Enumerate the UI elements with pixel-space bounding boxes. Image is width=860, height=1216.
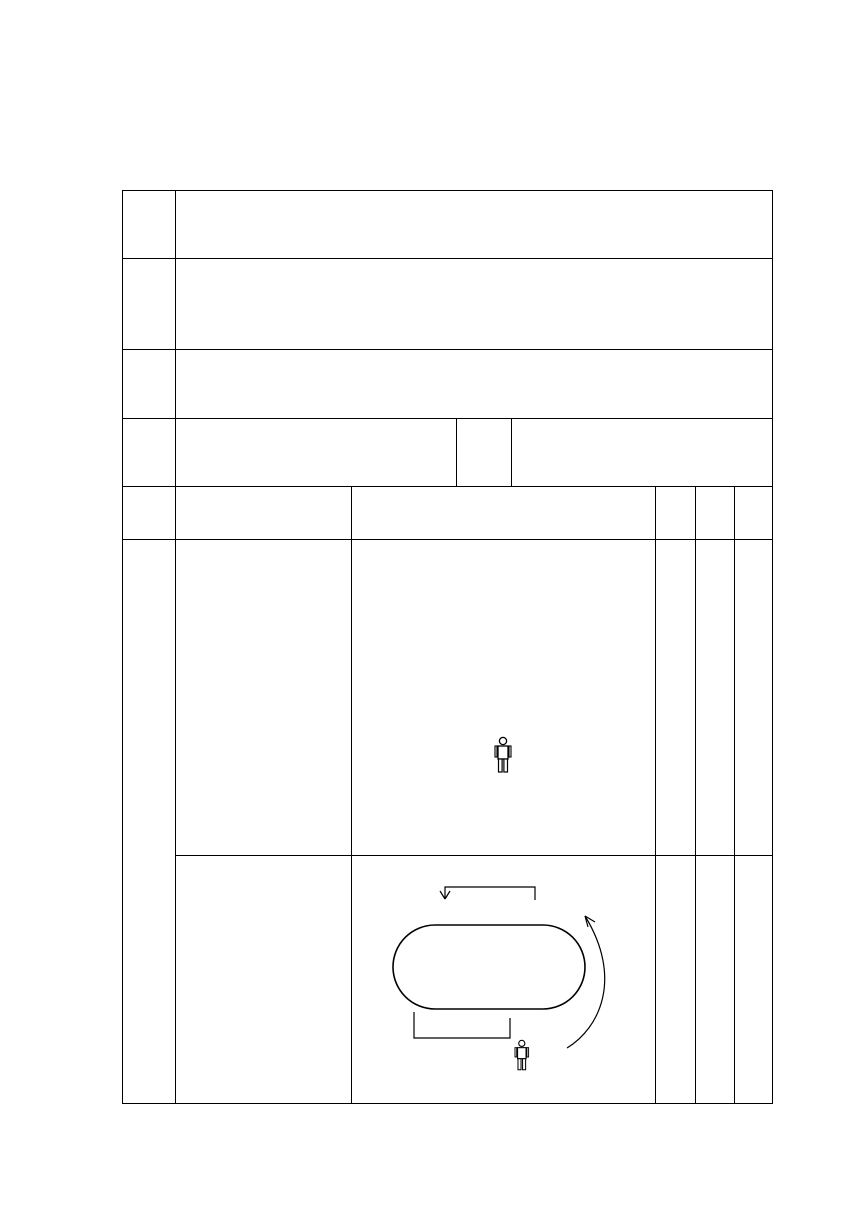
teacher-icon xyxy=(495,737,511,772)
formation-figure-2 xyxy=(385,878,625,1078)
formation-figure-1 xyxy=(392,565,618,780)
teacher-icon xyxy=(515,1040,529,1069)
